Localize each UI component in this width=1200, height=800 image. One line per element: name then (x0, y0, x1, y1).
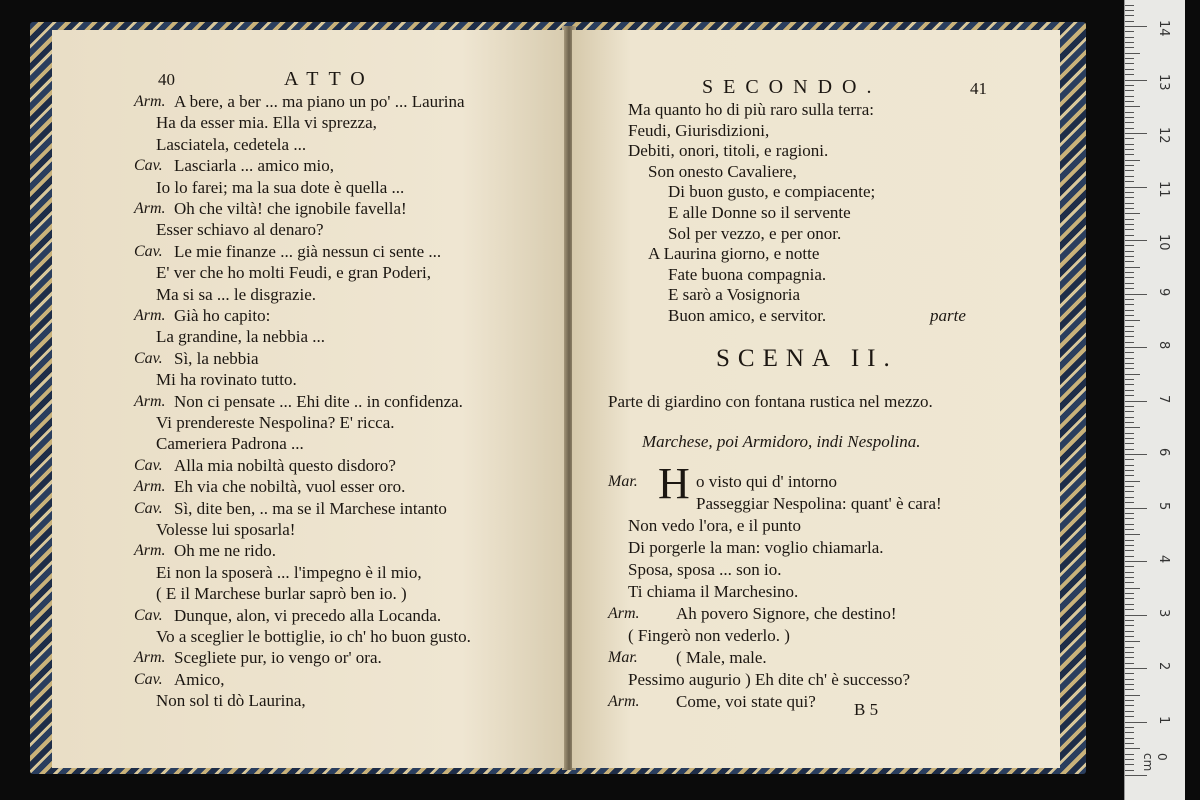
dialogue-line: Le mie finanze ... già nessun ci sente ... (174, 241, 442, 261)
ruler-tick (1125, 406, 1134, 407)
speaker-label: Arm. (134, 93, 166, 110)
right-page-number: 41 (970, 79, 987, 98)
dialogue-line: Non ci pensate ... Ehi dite .. in confidenza. (174, 391, 463, 411)
dialogue-line: Ei non la sposerà ... l'impegno è il mio, (156, 562, 422, 582)
ruler-tick (1125, 577, 1134, 578)
ruler-tick (1125, 320, 1140, 321)
ruler-tick (1125, 192, 1134, 193)
ruler-tick (1125, 454, 1147, 455)
dialogue-line: A bere, a ber ... ma piano un po' ... Laurina (174, 92, 465, 111)
ruler-tick (1125, 727, 1134, 728)
speaker-label: Cav. (134, 670, 163, 688)
speaker-label: Arm. (134, 649, 166, 667)
ruler-tick (1125, 235, 1134, 236)
dialogue-line: Sì, dite ben, .. ma se il Marchese intanto (174, 498, 447, 518)
dialogue-line: Lasciarla ... amico mio, (174, 156, 335, 176)
ruler-tick (1125, 42, 1134, 43)
ruler-tick (1125, 732, 1134, 733)
dialogue-line: Volesse lui sposarla! (156, 520, 296, 539)
ruler-tick (1125, 5, 1134, 6)
ruler-tick (1125, 331, 1134, 332)
dialogue-line: Alla mia nobiltà questo disdoro? (174, 455, 396, 475)
ruler-tick (1125, 267, 1140, 268)
ruler-tick (1125, 647, 1134, 648)
ruler-tick (1125, 497, 1134, 498)
ruler-tick (1125, 160, 1140, 161)
left-running-header: ATTO (284, 68, 375, 90)
ruler-tick (1125, 154, 1134, 155)
ruler-tick (1125, 165, 1134, 166)
ruler-number: 1 (1156, 715, 1171, 724)
dialogue-line: Ti chiama il Marchesino. (628, 582, 799, 601)
ruler-tick (1125, 96, 1134, 97)
ruler-tick (1125, 401, 1147, 402)
ruler-number: 11 (1156, 180, 1171, 198)
ruler-tick (1125, 679, 1134, 680)
dialogue-line: Mi ha rovinato tutto. (156, 370, 297, 390)
dialogue-line: ( Fingerò non vederlo. ) (628, 626, 790, 645)
speaker-label: Arm. (608, 693, 640, 710)
ruler-tick (1125, 229, 1134, 230)
right-running-header: SECONDO. (702, 76, 882, 98)
ruler-number: 4 (1156, 555, 1171, 564)
dialogue-line: Oh che viltà! che ignobile favella! (174, 199, 407, 218)
ruler-tick (1125, 170, 1134, 171)
ruler-tick (1125, 101, 1134, 102)
ruler-tick (1125, 636, 1134, 637)
ruler-tick (1125, 261, 1134, 262)
ruler-tick (1125, 315, 1134, 316)
ruler-tick (1125, 117, 1134, 118)
ruler-tick (1125, 711, 1134, 712)
ruler-unit-label: 0 cm (1141, 753, 1169, 772)
ruler-tick (1125, 37, 1134, 38)
ruler-tick (1125, 475, 1134, 476)
speaker-label: Arm. (134, 200, 166, 217)
left-page-number: 40 (158, 70, 175, 89)
ruler-tick (1125, 352, 1134, 353)
ruler-tick (1125, 63, 1134, 64)
ruler-tick (1125, 593, 1134, 594)
measuring-ruler (1124, 0, 1185, 800)
ruler-number: 14 (1156, 20, 1171, 37)
ruler-tick (1125, 754, 1134, 755)
dialogue-line: Esser schiavo al denaro? (156, 220, 324, 240)
ruler-tick (1125, 106, 1140, 107)
ruler-tick (1125, 641, 1140, 642)
verse-line: Fate buona compagnia. (668, 264, 827, 284)
dialogue-line: ( Male, male. (676, 648, 767, 667)
dialogue-line: Scegliete pur, io vengo or' ora. (174, 648, 382, 668)
speaker-label: Mar. (608, 473, 638, 490)
ruler-tick (1125, 481, 1140, 482)
ruler-tick (1125, 465, 1134, 466)
ruler-tick (1125, 299, 1134, 300)
dialogue-line: Ha da esser mia. Ella vi sprezza, (156, 113, 377, 133)
verse-line: Debiti, onori, titoli, e ragioni. (628, 141, 829, 161)
dialogue-line: Sì, la nebbia (174, 348, 259, 368)
ruler-tick (1125, 53, 1140, 54)
ruler-tick (1125, 122, 1134, 123)
ruler-tick (1125, 609, 1134, 610)
dialogue-line: Vi prendereste Nespolina? E' ricca. (156, 413, 395, 432)
dialogue-line: Pessimo augurio ) Eh dite ch' è successo? (628, 670, 911, 689)
ruler-tick (1125, 433, 1134, 434)
ruler-number: 5 (1156, 501, 1171, 510)
ruler-tick (1125, 427, 1140, 428)
speaker-label: Cav. (134, 157, 163, 175)
ruler-tick (1125, 438, 1134, 439)
verse-line: A Laurina giorno, e notte (648, 244, 820, 264)
ruler-tick (1125, 550, 1134, 551)
ruler-number: 2 (1156, 662, 1171, 671)
ruler-tick (1125, 561, 1147, 562)
ruler-tick (1125, 588, 1140, 589)
left-page (52, 30, 564, 768)
verse-line: Buon amico, e servitor. (668, 306, 827, 325)
scene-setting: Parte di giardino con fontana rustica nel mezzo. (608, 392, 933, 411)
ruler-tick (1125, 379, 1134, 380)
dialogue-line: Sposa, sposa ... son io. (628, 560, 782, 579)
ruler-tick (1125, 149, 1134, 150)
ruler-tick (1125, 625, 1134, 626)
verse-line: Sol per vezzo, e per onor. (668, 223, 842, 243)
ruler-tick (1125, 90, 1134, 91)
ruler-tick (1125, 582, 1134, 583)
ruler-tick (1125, 21, 1134, 22)
dialogue-line: Ma si sa ... le disgrazie. (156, 284, 317, 304)
ruler-tick (1125, 74, 1134, 75)
ruler-tick (1125, 411, 1134, 412)
ruler-tick (1125, 197, 1134, 198)
speaker-label: Arm. (134, 392, 166, 410)
ruler-number: 6 (1156, 448, 1171, 457)
ruler-tick (1125, 15, 1134, 16)
dialogue-line: Non sol ti dò Laurina, (156, 691, 306, 711)
ruler-tick (1125, 652, 1134, 653)
ruler-tick (1125, 112, 1134, 113)
speaker-label: Cav. (134, 606, 163, 624)
ruler-tick (1125, 770, 1134, 771)
ruler-tick (1125, 181, 1134, 182)
speaker-label: Arm. (134, 307, 166, 324)
ruler-tick (1125, 534, 1140, 535)
ruler-tick (1125, 716, 1134, 717)
ruler-tick (1125, 176, 1134, 177)
dialogue-line: Oh me ne rido. (174, 541, 276, 561)
dialogue-line: Non vedo l'ora, e il punto (628, 516, 802, 535)
ruler-tick (1125, 529, 1134, 530)
ruler-tick (1125, 138, 1134, 139)
ruler-tick (1125, 443, 1134, 444)
ruler-number: 7 (1156, 394, 1171, 403)
dialogue-line: E' ver che ho molti Feudi, e gran Poderi, (156, 263, 431, 283)
ruler-tick (1125, 556, 1134, 557)
dialogue-line: Eh via che nobiltà, vuol esser oro. (174, 477, 406, 497)
ruler-tick (1125, 700, 1134, 701)
ruler-number: 3 (1156, 608, 1171, 617)
ruler-tick (1125, 508, 1147, 509)
ruler-tick (1125, 31, 1134, 32)
ruler-tick (1125, 631, 1134, 632)
ruler-tick (1125, 342, 1134, 343)
ruler-tick (1125, 684, 1134, 685)
ruler-tick (1125, 277, 1134, 278)
speaker-label: Arm. (134, 542, 166, 560)
verse-line: Di buon gusto, e compiacente; (668, 182, 876, 202)
ruler-tick (1125, 69, 1134, 70)
ruler-tick (1125, 695, 1140, 696)
ruler-tick (1125, 363, 1134, 364)
verse-line: Son onesto Cavaliere, (648, 161, 797, 181)
scene-title: SCENA II. (716, 345, 898, 372)
signature-mark: B 5 (854, 700, 879, 719)
dialogue-line: La grandine, la nebbia ... (156, 327, 325, 347)
ruler-tick (1125, 759, 1134, 760)
ruler-tick (1125, 251, 1134, 252)
ruler-tick (1125, 491, 1134, 492)
ruler-tick (1125, 738, 1134, 739)
ruler-tick (1125, 144, 1134, 145)
ruler-tick (1125, 203, 1134, 204)
ruler-tick (1125, 336, 1134, 337)
ruler-tick (1125, 395, 1134, 396)
ruler-tick (1125, 545, 1134, 546)
ruler-tick (1125, 513, 1134, 514)
ruler-tick (1125, 673, 1134, 674)
ruler-tick (1125, 540, 1134, 541)
dialogue-line: Passeggiar Nespolina: quant' è cara! (696, 494, 942, 513)
ruler-tick (1125, 347, 1147, 348)
ruler-tick (1125, 58, 1134, 59)
ruler-tick (1125, 245, 1134, 246)
ruler-tick (1125, 722, 1147, 723)
ruler-tick (1125, 604, 1134, 605)
ruler-tick (1125, 620, 1134, 621)
dialogue-line: Vo a sceglier le bottiglie, io ch' ho buon gusto. (156, 627, 471, 646)
speaker-label: Cav. (134, 242, 163, 260)
ruler-tick (1125, 384, 1134, 385)
ruler-tick (1125, 764, 1134, 765)
ruler-tick (1125, 486, 1134, 487)
dialogue-line: Come, voi state qui? (676, 692, 816, 711)
ruler-tick (1125, 572, 1134, 573)
ruler-tick (1125, 133, 1147, 134)
ruler-tick (1125, 524, 1134, 525)
ruler-tick (1125, 240, 1147, 241)
ruler-tick (1125, 26, 1147, 27)
ruler-tick (1125, 743, 1134, 744)
dialogue-line: Cameriera Padrona ... (156, 434, 304, 454)
ruler-tick (1125, 657, 1134, 658)
ruler-tick (1125, 368, 1134, 369)
ruler-tick (1125, 224, 1134, 225)
ruler-tick (1125, 663, 1134, 664)
ruler-tick (1125, 80, 1147, 81)
ruler-tick (1125, 775, 1147, 776)
speaker-label: Cav. (134, 349, 163, 367)
ruler-tick (1125, 10, 1134, 11)
scene-characters: Marchese, poi Armidoro, indi Nespolina. (642, 432, 921, 451)
dialogue-line: ( E il Marchese burlar saprò ben io. ) (156, 584, 407, 604)
speaker-label: Arm. (608, 605, 640, 622)
ruler-tick (1125, 422, 1134, 423)
ruler-number: 9 (1156, 287, 1171, 296)
ruler-tick (1125, 390, 1134, 391)
ruler-tick (1125, 187, 1147, 188)
ruler-tick (1125, 449, 1134, 450)
dialogue-line: Lasciatela, cedetela ... (156, 134, 307, 154)
dialogue-line: o visto qui d' intorno (696, 472, 837, 491)
ruler-tick (1125, 213, 1140, 214)
verse-line: E sarò a Vosignoria (668, 285, 801, 305)
drop-cap: H (658, 459, 690, 508)
speaker-label: Arm. (134, 478, 166, 496)
ruler-tick (1125, 47, 1134, 48)
ruler-tick (1125, 128, 1134, 129)
ruler-tick (1125, 288, 1134, 289)
dialogue-line: Di porgerle la man: voglio chiamarla. (628, 538, 884, 557)
right-page (572, 30, 1060, 768)
ruler-tick (1125, 256, 1134, 257)
ruler-tick (1125, 502, 1134, 503)
verse-line: Feudi, Giurisdizioni, (628, 120, 770, 140)
ruler-tick (1125, 598, 1134, 599)
ruler-tick (1125, 310, 1134, 311)
ruler-tick (1125, 374, 1140, 375)
dialogue-line: Io lo farei; ma la sua dote è quella ... (156, 177, 405, 197)
ruler-tick (1125, 85, 1134, 86)
speaker-label: Mar. (608, 649, 638, 666)
speaker-label: Cav. (134, 456, 163, 474)
dialogue-line: Ah povero Signore, che destino! (676, 604, 897, 623)
ruler-tick (1125, 459, 1134, 460)
ruler-tick (1125, 705, 1134, 706)
speaker-label: Cav. (134, 499, 163, 517)
ruler-tick (1125, 294, 1147, 295)
ruler-tick (1125, 518, 1134, 519)
verse-line: Ma quanto ho di più raro sulla terra: (628, 100, 874, 119)
ruler-tick (1125, 689, 1134, 690)
ruler-tick (1125, 566, 1134, 567)
ruler-tick (1125, 748, 1140, 749)
verse-line: E alle Donne so il servente (668, 203, 851, 222)
ruler-tick (1125, 304, 1134, 305)
ruler-tick (1125, 219, 1134, 220)
ruler-number: 8 (1156, 341, 1171, 350)
dialogue-line: Già ho capito: (174, 306, 271, 325)
ruler-tick (1125, 417, 1134, 418)
dialogue-line: Dunque, alon, vi precedo alla Locanda. (174, 605, 442, 625)
ruler-tick (1125, 208, 1134, 209)
ruler-tick (1125, 358, 1134, 359)
ruler-number: 10 (1156, 234, 1171, 251)
ruler-number: 12 (1156, 127, 1171, 144)
ruler-tick (1125, 470, 1134, 471)
exit-direction: parte (930, 306, 966, 325)
ruler-tick (1125, 668, 1147, 669)
ruler-tick (1125, 283, 1134, 284)
ruler-number: 13 (1156, 73, 1171, 91)
dialogue-line: Amico, (174, 669, 225, 689)
ruler-tick (1125, 272, 1134, 273)
ruler-tick (1125, 326, 1134, 327)
ruler-tick (1125, 615, 1147, 616)
